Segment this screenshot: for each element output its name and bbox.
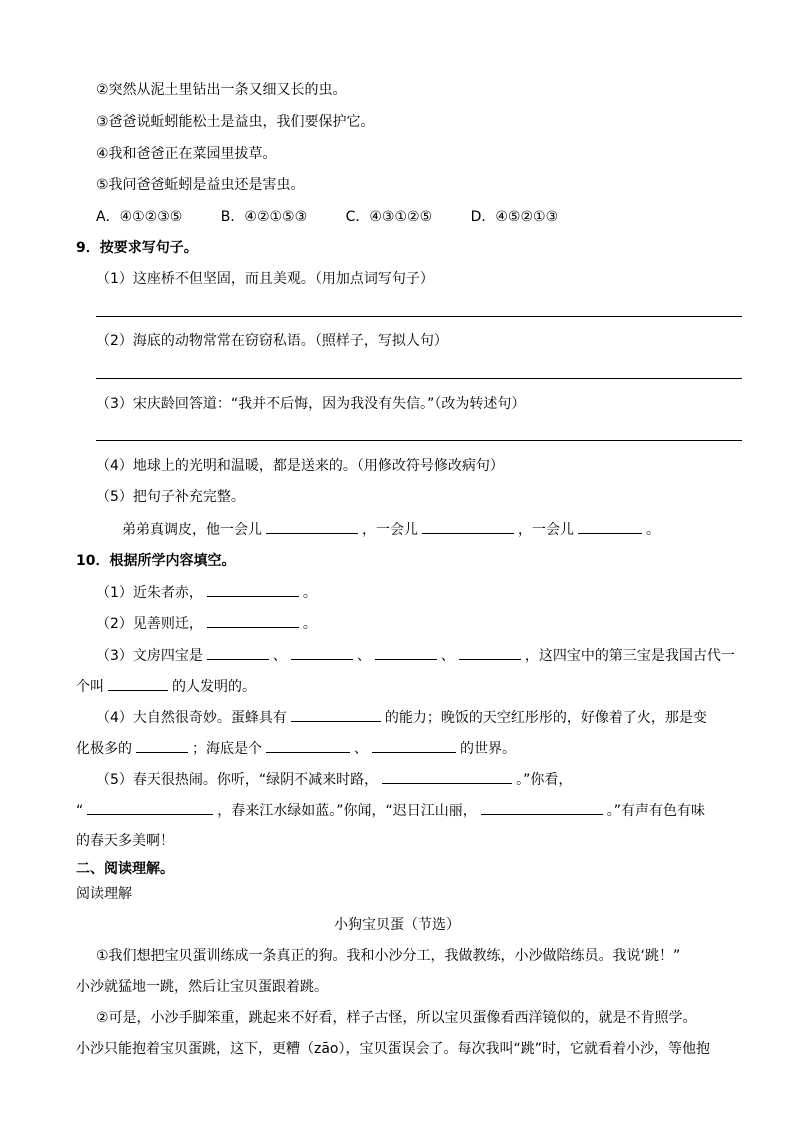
q10-l4-blank-1[interactable] [291, 707, 381, 722]
q9-s5-text-c: ，一会儿 [518, 522, 574, 538]
q9-s5-blank-3[interactable] [578, 519, 642, 534]
q10-l5-cont-mid: ，春来江水绿如蓝。”你闻，“迟日江山丽， [217, 803, 477, 819]
q10-l3-blank-4[interactable] [459, 645, 521, 660]
q10-l2-end: 。 [302, 616, 317, 632]
q8-option-d[interactable]: D．④⑤②①③ [470, 209, 559, 225]
q9-s5-sentence [122, 519, 660, 540]
q10-l4-blank-4[interactable] [372, 738, 456, 753]
q10-l5-text: （5）春天很热闹。你听，“绿阴不减来时路， [96, 772, 379, 788]
q10-l1 [96, 582, 317, 603]
q9-s1: （1）这座桥不但坚固，而且美观。（用加点词写句子） [96, 271, 434, 287]
q10-l3-tail: ，这四宝中的第三宝是我国古代一 [524, 648, 735, 664]
q9-s5-text-a: 弟弟真调皮，他一会儿 [122, 522, 262, 538]
q10-l2 [96, 613, 317, 634]
q10-l5-blank-1[interactable] [382, 769, 512, 784]
q8-item-2: ②突然从泥土里钻出一条又细又长的虫。 [96, 82, 347, 98]
q9-s4: （4）地球上的光明和温暖，都是送来的。（用修改符号修改病句） [96, 458, 504, 474]
q10-l5-end: 的春天多美啊！ [76, 833, 174, 849]
passage-p1-line1: ①我们想把宝贝蛋训练成一条真正的狗。我和小沙分工，我做教练，小沙做陪练员。我说‘跳！” [96, 948, 681, 964]
section2-subheading: 阅读理解 [76, 886, 132, 902]
q9-s5-text-d: 。 [646, 522, 660, 538]
passage-p1-line2: 小沙就猛地一跳，然后让宝贝蛋跟着跳。 [76, 979, 328, 995]
q9-s2-answer-line[interactable] [96, 378, 742, 379]
q9-s5: （5）把句子补充完整。 [96, 489, 245, 505]
q9-s3: （3）宋庆龄回答道：“我并不后悔，因为我没有失信。”（改为转述句） [96, 396, 526, 412]
q8-option-b[interactable]: B．④②①⑤③ [220, 209, 308, 225]
q10-l3-sep-3: 、 [440, 648, 455, 664]
q10-l1-text: （1）近朱者赤， [96, 585, 203, 601]
q10-l5-cont-tail: 。”有声有色有味 [606, 803, 706, 819]
q8-item-5: ⑤我问爸爸蚯蚓是益虫还是害虫。 [96, 177, 305, 193]
q8-item-3: ③爸爸说蚯蚓能松土是益虫，我们要保护它。 [96, 114, 375, 130]
q10-l5-cont [76, 800, 705, 821]
q10-l2-text: （2）见善则迁， [96, 616, 203, 632]
q9-s5-blank-1[interactable] [266, 519, 358, 534]
q9-heading: 9．按要求写句子。 [76, 240, 198, 256]
q9-s3-answer-line[interactable] [96, 440, 742, 441]
passage-title: 小狗宝贝蛋（节选） [334, 917, 460, 933]
q8-item-4: ④我和爸爸正在菜园里拔草。 [96, 146, 277, 162]
q9-s1-answer-line[interactable] [96, 316, 742, 317]
q9-s2: （2）海底的动物常常在窃窃私语。（照样子，写拟人句） [96, 333, 448, 349]
q10-l3-cont-text: 个叫 [76, 679, 104, 695]
q10-l4-blank-2[interactable] [136, 738, 188, 753]
q10-l4-sep: 、 [354, 741, 368, 757]
q9-s5-blank-2[interactable] [422, 519, 514, 534]
q10-l4-cont [76, 738, 516, 759]
q10-l3-text: （3）文房四宝是 [96, 648, 203, 664]
q10-l4-cont-text: 化极多的 [76, 741, 132, 757]
passage-p2-line1: ②可是，小沙手脚笨重，跳起来不好看，样子古怪，所以宝贝蛋像看西洋镜似的，就是不肯照学。 [96, 1010, 697, 1026]
section2-heading: 二、阅读理解。 [76, 861, 174, 877]
q10-l5-blank-3[interactable] [481, 800, 603, 815]
q10-l4 [96, 707, 707, 728]
q10-l4-cont-end: 的世界。 [460, 741, 516, 757]
q10-l4-text: （4）大自然很奇妙。蛋蜂具有 [96, 710, 287, 726]
q10-l4-cont-mid: ；海底是个 [192, 741, 262, 757]
q10-heading: 10．根据所学内容填空。 [76, 553, 236, 569]
q10-l1-end: 。 [302, 585, 317, 601]
q10-l4-tail: 的能力；晚饭的天空红彤彤的，好像着了火，那是变 [384, 710, 707, 726]
q10-l5-blank-2[interactable] [87, 800, 213, 815]
q10-l3-blank-5[interactable] [108, 676, 168, 691]
q10-l3-blank-2[interactable] [291, 645, 353, 660]
q8-option-c[interactable]: C．④③①②⑤ [345, 209, 433, 225]
q10-l3-sep-1: 、 [272, 648, 287, 664]
q10-l4-blank-3[interactable] [266, 738, 350, 753]
q10-l2-blank[interactable] [207, 613, 299, 628]
q8-option-a[interactable]: A．④①②③⑤ [96, 209, 183, 225]
q10-l3-cont [76, 676, 256, 697]
q9-s5-text-b: ，一会儿 [362, 522, 418, 538]
q10-l5-quote: “ [76, 803, 84, 819]
q10-l5 [96, 769, 572, 790]
q10-l3-sep-2: 、 [356, 648, 371, 664]
q10-l3-blank-1[interactable] [207, 645, 269, 660]
q10-l3-blank-3[interactable] [375, 645, 437, 660]
passage-p2-line2: 小沙只能抱着宝贝蛋跳，这下，更糟（zāo），宝贝蛋误会了。每次我叫“跳”时，它就看着小沙，等他抱 [76, 1041, 710, 1057]
q8-options [96, 207, 592, 227]
q10-l3 [96, 645, 735, 666]
q10-l1-blank[interactable] [207, 582, 299, 597]
q10-l5-tail: 。”你看， [516, 772, 573, 788]
q10-l3-cont-end: 的人发明的。 [172, 679, 256, 695]
